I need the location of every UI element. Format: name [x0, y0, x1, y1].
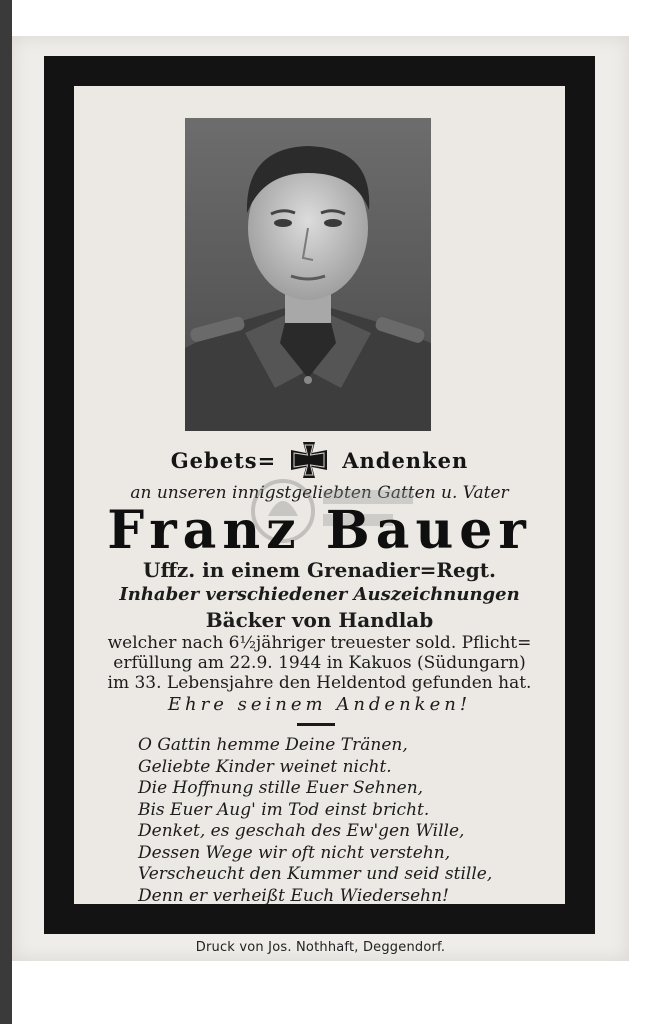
military-rank: Uffz. in einem Grenadier=Regt. [143, 558, 496, 582]
divider [297, 723, 335, 726]
poem-line: Dessen Wege wir oft nicht verstehn, [138, 842, 451, 863]
body-line: welcher nach 6½jähriger treuester sold. Pflicht= [107, 633, 532, 653]
scan-edge [0, 0, 12, 1024]
printer-credit: Druck von Jos. Nothhaft, Deggendorf. [195, 940, 446, 955]
awards-text: Inhaber verschiedener Auszeichnungen [119, 584, 520, 605]
poem-line: O Gattin hemme Deine Tränen, [138, 735, 408, 755]
poem-line: Die Hoffnung stille Euer Sehnen, [138, 778, 424, 798]
poem-line: Verscheucht den Kummer und seid stille, [138, 864, 493, 884]
intro-text: an unseren innigstgeliebten Gatten u. Vater [130, 483, 509, 503]
honor-text: Ehre seinem Andenken! [167, 694, 472, 715]
body-line: erfüllung am 22.9. 1944 in Kakuos (Südungarn) [113, 653, 526, 673]
heading [74, 440, 565, 480]
iron-cross-icon [290, 441, 328, 479]
deceased-name: Franz Bauer [107, 500, 532, 561]
portrait-photo [185, 118, 431, 431]
poem [138, 735, 558, 907]
poem-line: Bis Euer Aug' im Tod einst bricht. [138, 799, 430, 820]
poem-line: Denn er verheißt Euch Wiedersehn! [138, 885, 449, 906]
heading-left: Gebets= [170, 447, 277, 473]
occupation-text: Bäcker von Handlab [205, 608, 434, 632]
body-line: im 33. Lebensjahre den Heldentod gefunden hat. [107, 673, 532, 693]
poem-line: Geliebte Kinder weinet nicht. [138, 756, 392, 777]
poem-line: Denket, es geschah des Ew'gen Wille, [138, 821, 465, 841]
heading-right: Andenken [342, 447, 469, 473]
